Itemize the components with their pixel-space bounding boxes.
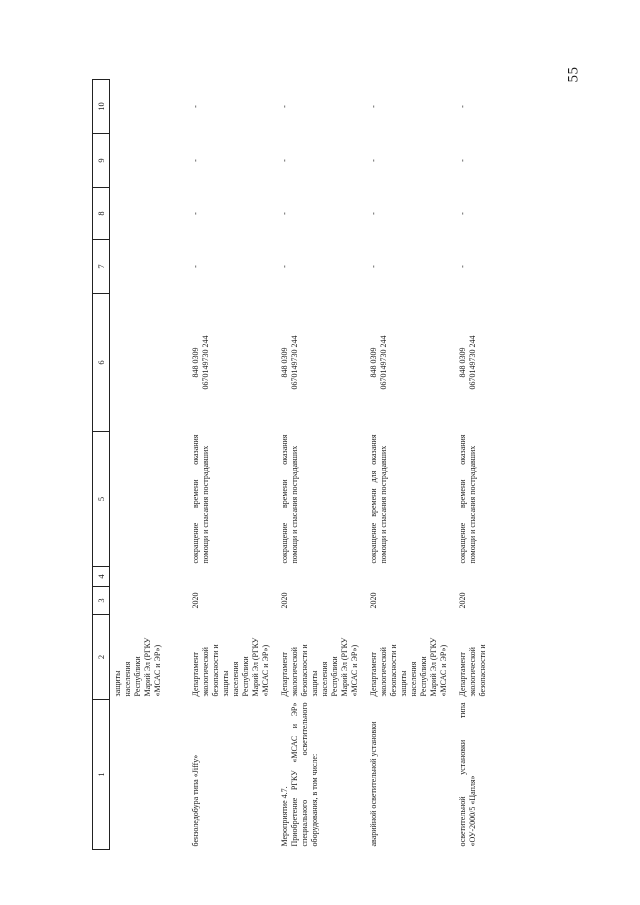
table-header xyxy=(93,80,110,850)
cell-result: сокращение времени для оказания помощи и спасания пострадавших xyxy=(368,434,388,564)
cell-year: 2020 xyxy=(368,592,378,609)
cell-measure-name: осветительной установки типа «ОУ-2000/5 «Цапля» xyxy=(457,702,477,847)
cell-budget-code: 848 0309 0670149730 244 xyxy=(279,335,299,390)
cell-col-7: - xyxy=(457,265,467,268)
cell-budget-code xyxy=(110,294,188,432)
cell-budget-code: 848 0309 0670149730 244 xyxy=(368,335,388,390)
column-header-8: 8 xyxy=(93,188,110,240)
cell-department: Департамент экологической безопасности и защиты населения Республики Марий Эл (РГКУ «МСАС и ЭР») xyxy=(190,637,270,697)
column-header-3: 3 xyxy=(93,587,110,615)
column-header-7: 7 xyxy=(93,240,110,294)
cell-col-4 xyxy=(188,567,277,587)
table-row-emergency-lighting xyxy=(366,80,455,850)
cell-year: 2020 xyxy=(190,592,200,609)
rotated-page-content xyxy=(92,80,524,850)
table-row-measure-4-7 xyxy=(277,80,366,850)
cell-col-8: - xyxy=(190,212,200,215)
cell-year: 2020 xyxy=(457,592,467,609)
measures-table xyxy=(92,79,494,850)
cell-budget-code: 848 0309 0670149730 244 xyxy=(190,335,210,390)
cell-col-8: - xyxy=(279,212,289,215)
cell-col-8 xyxy=(110,188,188,240)
cell-col-9: - xyxy=(368,159,378,162)
cell-col-8: - xyxy=(368,212,378,215)
column-header-2: 2 xyxy=(93,615,110,700)
cell-col-7: - xyxy=(368,265,378,268)
table-row-ice-auger xyxy=(188,80,277,850)
cell-col-4 xyxy=(366,567,455,587)
cell-budget-code: 848 0309 0670149730 244 xyxy=(457,335,477,390)
cell-col-9 xyxy=(110,134,188,188)
cell-result: сокращение времени оказания помощи и спасания пострадавших xyxy=(279,434,299,564)
cell-measure-name: Мероприятие 4.7. Приобретение РГКУ «МСАС и ЭР» специального осветительного оборудования, в том числе: xyxy=(279,702,319,847)
cell-result: сокращение времени оказания помощи и спасания пострадавших xyxy=(457,434,477,564)
table-row-lighting-tower xyxy=(455,80,494,850)
column-header-1: 1 xyxy=(93,700,110,850)
cell-col-10 xyxy=(110,80,188,134)
cell-col-7: - xyxy=(190,265,200,268)
column-header-10: 10 xyxy=(93,80,110,134)
cell-col-10: - xyxy=(368,105,378,108)
cell-col-9: - xyxy=(190,159,200,162)
cell-col-4 xyxy=(277,567,366,587)
column-header-9: 9 xyxy=(93,134,110,188)
cell-year: 2020 xyxy=(279,592,289,609)
cell-col-9: - xyxy=(457,159,467,162)
cell-col-8: - xyxy=(457,212,467,215)
cell-result xyxy=(110,432,188,567)
table-row-continuation xyxy=(110,80,188,850)
cell-measure-name: бензоледобура типа «Jiffy» xyxy=(190,754,200,847)
page-number: 55 xyxy=(565,66,582,83)
cell-col-4 xyxy=(455,567,494,587)
cell-col-9: - xyxy=(279,159,289,162)
cell-col-7: - xyxy=(279,265,289,268)
cell-measure-name: аварийной осветительной установки xyxy=(368,721,378,847)
cell-department: защиты населения Республики Марий Эл (РГКУ «МСАС и ЭР») xyxy=(113,637,162,697)
cell-col-4 xyxy=(110,567,188,587)
column-header-6: 6 xyxy=(93,294,110,432)
table-body xyxy=(110,80,494,850)
cell-department: Департамент экологической безопасности и xyxy=(457,644,487,697)
cell-department: Департамент экологической безопасности и защиты населения Республики Марий Эл (РГКУ «МСАС и ЭР») xyxy=(368,637,448,697)
cell-measure-name xyxy=(110,700,188,850)
cell-result: сокращение времени оказания помощи и спасания пострадавших xyxy=(190,434,210,564)
cell-col-10: - xyxy=(457,105,467,108)
cell-col-10: - xyxy=(279,105,289,108)
column-header-4: 4 xyxy=(93,567,110,587)
cell-year xyxy=(110,587,188,615)
cell-col-7 xyxy=(110,240,188,294)
cell-col-10: - xyxy=(190,105,200,108)
column-header-5: 5 xyxy=(93,432,110,567)
cell-department: Департамент экологической безопасности и защиты населения Республики Марий Эл (РГКУ «МСАС и ЭР») xyxy=(279,637,359,697)
